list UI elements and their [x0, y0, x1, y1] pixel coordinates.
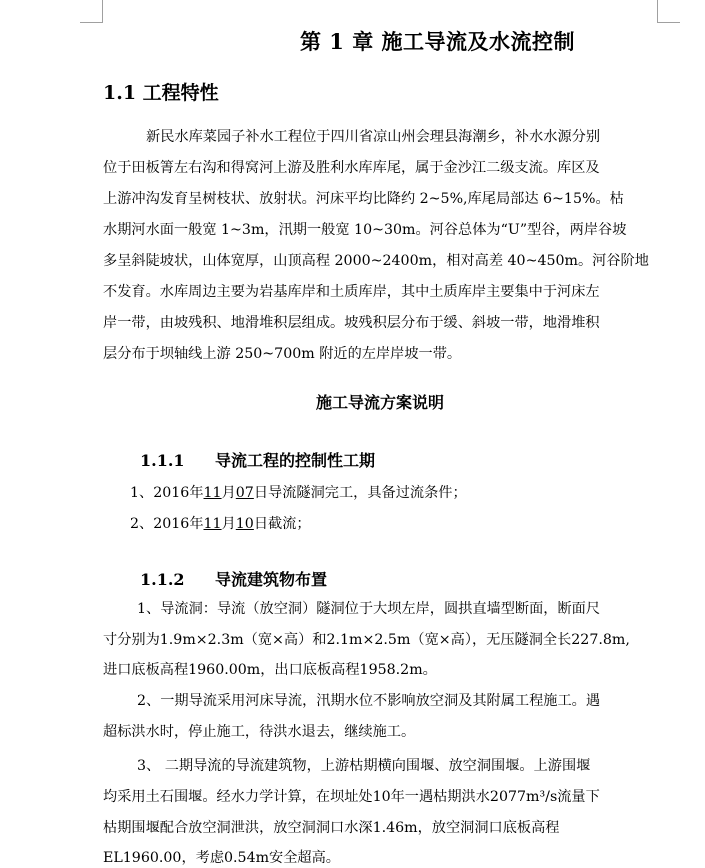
item-day: 10 — [235, 516, 254, 532]
layout-line: 超标洪水时，停止施工，待洪水退去，继续施工。 — [103, 724, 416, 740]
layout-line: 枯期围堰配合放空洞泄洪，放空洞洞口水深1.46m，放空洞洞口底板高程 — [103, 820, 560, 836]
intro-line: 位于田板箐左右沟和得窝河上游及胜利水库库尾，属于金沙江二级支流。库区及 — [103, 160, 600, 176]
intro-line: 层分布于坝轴线上游 250~700m 附近的左岸岸坡一带。 — [103, 346, 462, 362]
item-month-unit: 月 — [221, 516, 236, 532]
layout-line: EL1960.00，考虑0.54m安全超高。 — [103, 850, 340, 866]
intro-line: 岸一带，由坡残积、地滑堆积层组成。坡残积层分布于缓、斜坡一带，地滑堆积 — [103, 315, 600, 331]
item-day: 07 — [235, 485, 254, 501]
subsection-number: 1.1.2 — [140, 570, 185, 589]
intro-line: 不发育。水库周边主要为岩基库岸和土质库岸，其中土质库岸主要集中于河床左 — [103, 284, 600, 300]
subsection-1-1-2 — [140, 567, 327, 590]
subsection-title: 导流建筑物布置 — [215, 570, 328, 589]
layout-line: 3、 二期导流的导流建筑物，上游枯期横向围堰、放空洞围堰。上游围堰 — [137, 758, 591, 774]
layout-line: 2、一期导流采用河床导流，汛期水位不影响放空洞及其附属工程施工。遇 — [137, 693, 601, 709]
item-suffix: 日截流； — [253, 516, 311, 532]
subsection-title: 导流工程的控制性工期 — [215, 451, 376, 470]
page-corner-mark-left — [80, 0, 103, 23]
layout-line: 寸分别为1.9m×2.3m（宽×高）和2.1m×2.5m（宽×高），无压隧洞全长227.8m, — [103, 632, 630, 648]
item-month: 11 — [203, 516, 222, 532]
intro-line: 上游冲沟发育呈树枝状、放射状。河床平均比降约 2~5%,库尾局部达 6~15%。枯 — [103, 191, 624, 207]
item-month: 11 — [203, 485, 222, 501]
plan-heading: 施工导流方案说明 — [315, 393, 444, 412]
schedule-item-1 — [130, 483, 467, 503]
chapter-title: 第 1 章 施工导流及水流控制 — [300, 29, 576, 54]
layout-line: 均采用土石围堰。经水力学计算，在坝址处10年一遇枯期洪水2077m³/s流量下 — [103, 789, 600, 805]
section-title: 1.1 工程特性 — [103, 82, 219, 104]
schedule-item-2 — [130, 514, 311, 534]
item-month-unit: 月 — [221, 485, 236, 501]
layout-line: 1、导流洞：导流（放空洞）隧洞位于大坝左岸，圆拱直墙型断面，断面尺 — [137, 601, 601, 617]
intro-line: 新民水库菜园子补水工程位于四川省凉山州会理县海潮乡，补水水源分别 — [146, 129, 601, 145]
item-prefix: 2、2016年 — [130, 516, 204, 532]
item-prefix: 1、2016年 — [130, 485, 204, 501]
intro-line: 多呈斜陡坡状，山体宽厚，山顶高程 2000~2400m，相对高差 40~450m。河谷阶地 — [103, 253, 649, 269]
intro-line: 水期河水面一般宽 1~3m，汛期一般宽 10~30m。河谷总体为“U”型谷，两岸谷坡 — [103, 222, 627, 238]
subsection-number: 1.1.1 — [140, 451, 185, 470]
layout-line: 进口底板高程1960.00m，出口底板高程1958.2m。 — [103, 662, 437, 678]
item-suffix: 日导流隧洞完工，具备过流条件； — [253, 485, 467, 501]
page-corner-mark-right — [657, 0, 680, 23]
subsection-1-1-1 — [140, 448, 375, 471]
